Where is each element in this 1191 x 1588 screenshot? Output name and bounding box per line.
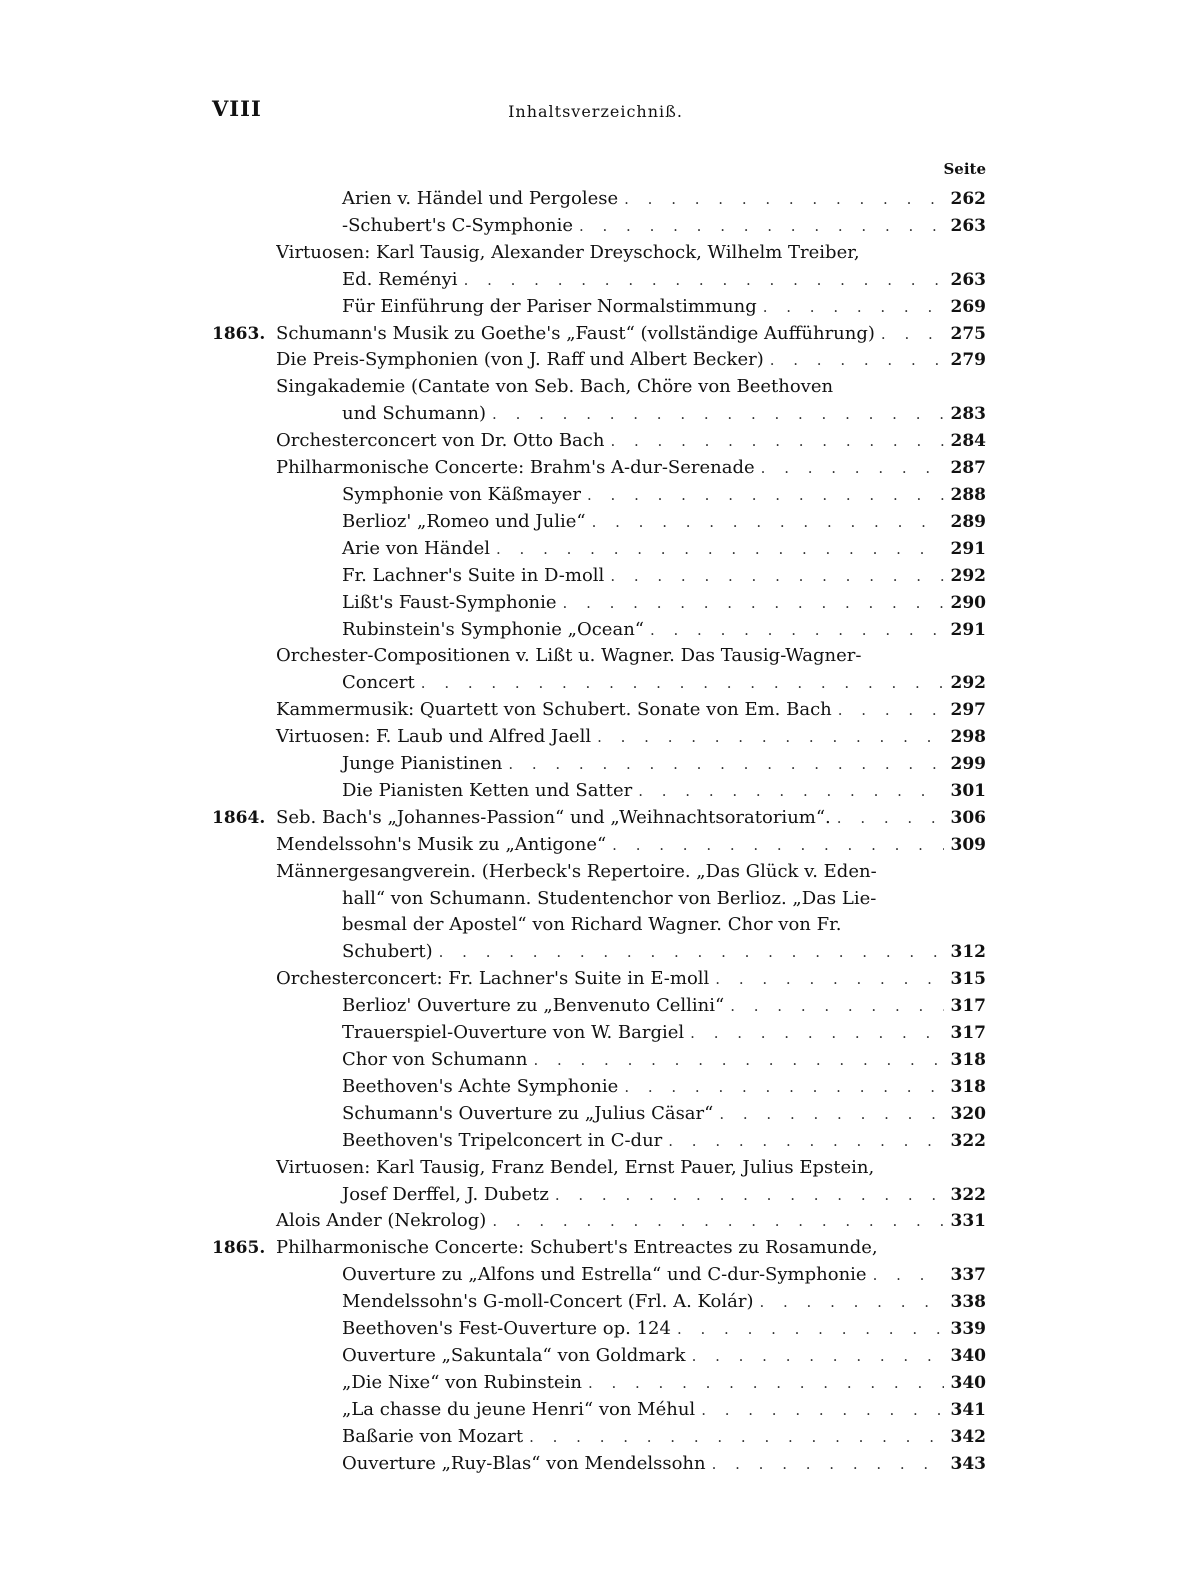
toc-page-number: 317 bbox=[950, 1023, 986, 1044]
dot-leader bbox=[692, 1343, 944, 1370]
toc-page-number: 306 bbox=[950, 807, 986, 828]
dot-leader bbox=[873, 1262, 944, 1289]
toc-entry-title: „La chasse du jeune Henri“ von Méhul bbox=[342, 1398, 696, 1420]
dot-leader bbox=[439, 939, 944, 966]
toc-entry-title: Baßarie von Mozart bbox=[342, 1425, 524, 1447]
toc-entry-line: besmal der Apostel“ von Richard Wagner. Chor von Fr. bbox=[342, 914, 842, 936]
toc-page-number: 292 bbox=[950, 673, 986, 694]
toc-entry-title: Fr. Lachner's Suite in D-moll bbox=[342, 564, 605, 586]
toc-entry bbox=[212, 1155, 986, 1209]
dot-leader bbox=[464, 267, 944, 294]
toc-page-number: 342 bbox=[950, 1426, 986, 1447]
toc-entry bbox=[212, 347, 986, 374]
dot-leader bbox=[610, 428, 944, 455]
toc-entry bbox=[212, 1101, 986, 1128]
toc-entry bbox=[212, 1397, 986, 1424]
toc-entry bbox=[212, 1424, 986, 1451]
toc-page-number: 291 bbox=[950, 538, 986, 559]
toc-page-number: 262 bbox=[950, 189, 986, 209]
toc-page-number: 343 bbox=[950, 1453, 986, 1474]
toc-entry-title: Arien v. Händel und Pergolese bbox=[342, 188, 619, 209]
dot-leader bbox=[592, 509, 944, 536]
toc-page-number: 263 bbox=[950, 269, 986, 290]
dot-leader bbox=[677, 1316, 944, 1343]
dot-leader bbox=[597, 724, 944, 751]
toc-entry bbox=[212, 590, 986, 617]
dot-leader bbox=[759, 1289, 944, 1316]
toc-entry-title: „Die Nixe“ von Rubinstein bbox=[342, 1371, 582, 1393]
toc-entry-title: Orchesterconcert von Dr. Otto Bach bbox=[276, 430, 605, 452]
toc-page-number: 287 bbox=[950, 458, 986, 479]
toc-entry-title: Orchesterconcert: Fr. Lachner's Suite in E-moll bbox=[276, 968, 710, 990]
toc-entry-title: Beethoven's Achte Symphonie bbox=[342, 1075, 619, 1097]
toc-entry-title: Ed. Reményi bbox=[342, 268, 458, 290]
dot-leader bbox=[492, 1208, 944, 1235]
dot-leader bbox=[761, 455, 944, 482]
toc-entry bbox=[212, 697, 986, 724]
toc-entry-line: Virtuosen: Karl Tausig, Alexander Dreyschock, Wilhelm Treiber, bbox=[276, 241, 860, 263]
dot-leader bbox=[881, 321, 944, 348]
toc-entry bbox=[212, 455, 986, 482]
dot-leader bbox=[719, 1101, 944, 1128]
toc-entry bbox=[212, 1235, 986, 1289]
dot-leader bbox=[701, 1397, 944, 1424]
toc-page-number: 340 bbox=[950, 1345, 986, 1366]
toc-entry-line: hall“ von Schumann. Studentenchor von Berlioz. „Das Lie- bbox=[342, 887, 877, 909]
dot-leader bbox=[624, 186, 944, 213]
toc-entry-title: -Schubert's C-Symphonie bbox=[342, 214, 573, 236]
toc-entry-title: Kammermusik: Quartett von Schubert. Sonate von Em. Bach bbox=[276, 699, 832, 721]
toc-page-number: 341 bbox=[950, 1399, 986, 1420]
toc-entry-line: Männergesangverein. (Herbeck's Repertoire. „Das Glück v. Eden- bbox=[276, 860, 877, 882]
toc-entry bbox=[212, 1343, 986, 1370]
dot-leader bbox=[587, 482, 944, 509]
toc-page-number: 318 bbox=[950, 1076, 986, 1097]
page-column-label: Seite bbox=[943, 160, 986, 178]
toc-entry bbox=[212, 509, 986, 536]
toc-entry-title: Junge Pianistinen bbox=[342, 753, 503, 775]
toc-entry-title: Philharmonische Concerte: Brahm's A-dur-Serenade bbox=[276, 457, 755, 479]
dot-leader bbox=[715, 966, 944, 993]
toc-page-number: 269 bbox=[950, 296, 986, 317]
toc-page-number: 279 bbox=[950, 350, 986, 371]
toc-entry-title: Virtuosen: F. Laub und Alfred Jaell bbox=[276, 726, 592, 748]
dot-leader bbox=[712, 1451, 944, 1478]
toc-entry-title: Berlioz' Ouverture zu „Benvenuto Cellini“ bbox=[342, 995, 725, 1017]
toc-entry bbox=[212, 428, 986, 455]
dot-leader bbox=[496, 536, 944, 563]
toc-entry-title: Josef Derffel, J. Dubetz bbox=[342, 1183, 549, 1205]
toc-entry-title: Schumann's Ouverture zu „Julius Cäsar“ bbox=[342, 1102, 714, 1124]
toc-entry-title: Die Preis-Symphonien (von J. Raff und Albert Becker) bbox=[276, 349, 764, 371]
toc-entry bbox=[212, 859, 986, 967]
toc-page-number: 322 bbox=[950, 1184, 986, 1205]
toc-page-number: 338 bbox=[950, 1292, 986, 1313]
toc-entry-title: und Schumann) bbox=[342, 403, 487, 425]
table-of-contents bbox=[212, 186, 986, 1478]
dot-leader bbox=[529, 1424, 944, 1451]
toc-entry-line: Singakademie (Cantate von Seb. Bach, Chöre von Beethoven bbox=[276, 376, 834, 398]
toc-entry-title: Chor von Schumann bbox=[342, 1049, 528, 1070]
page-number: VIII bbox=[212, 96, 262, 121]
toc-entry-title: Rubinstein's Symphonie „Ocean“ bbox=[342, 618, 644, 640]
toc-page-number: 320 bbox=[950, 1103, 986, 1124]
toc-entry-line: Orchester-Compositionen v. Lißt u. Wagner. Das Tausig-Wagner- bbox=[276, 645, 862, 667]
toc-entry-title: Seb. Bach's „Johannes-Passion“ und „Weihnachtsoratorium“. bbox=[276, 806, 831, 828]
dot-leader bbox=[563, 590, 944, 617]
toc-entry bbox=[212, 751, 986, 778]
toc-entry bbox=[212, 1370, 986, 1397]
dot-leader bbox=[838, 697, 944, 724]
toc-entry-title: Mendelssohn's G-moll-Concert (Frl. A. Kolár) bbox=[342, 1291, 754, 1313]
toc-page-number: 312 bbox=[950, 942, 986, 963]
toc-entry bbox=[212, 186, 986, 213]
dot-leader bbox=[588, 1370, 944, 1397]
toc-entry-title: Symphonie von Käßmayer bbox=[342, 483, 581, 505]
dot-leader bbox=[638, 778, 944, 805]
toc-page-number: 309 bbox=[950, 834, 986, 855]
toc-page-number: 318 bbox=[950, 1050, 986, 1070]
toc-page-number: 299 bbox=[950, 754, 986, 775]
toc-entry bbox=[212, 966, 986, 993]
toc-entry-title: Concert bbox=[342, 672, 415, 694]
toc-page-number: 331 bbox=[950, 1211, 986, 1232]
dot-leader bbox=[690, 1020, 944, 1047]
toc-page-number: 297 bbox=[950, 700, 986, 721]
dot-leader bbox=[508, 751, 944, 778]
toc-entry bbox=[212, 724, 986, 751]
toc-entry bbox=[212, 213, 986, 240]
toc-page-number: 317 bbox=[950, 996, 986, 1017]
toc-entry bbox=[212, 482, 986, 509]
toc-entry-title: Ouverture „Ruy-Blas“ von Mendelssohn bbox=[342, 1452, 706, 1474]
dot-leader bbox=[492, 401, 944, 428]
toc-entry bbox=[212, 563, 986, 590]
toc-entry bbox=[212, 832, 986, 859]
toc-page-number: 289 bbox=[950, 511, 986, 532]
toc-entry-title: Arie von Händel bbox=[342, 537, 491, 559]
toc-entry-title: Lißt's Faust-Symphonie bbox=[342, 591, 557, 613]
toc-page-number: 337 bbox=[950, 1265, 986, 1286]
dot-leader bbox=[837, 805, 944, 832]
dot-leader bbox=[763, 294, 944, 321]
dot-leader bbox=[555, 1182, 944, 1209]
toc-page-number: 290 bbox=[950, 592, 986, 613]
dot-leader bbox=[612, 832, 944, 859]
dot-leader bbox=[730, 993, 944, 1020]
toc-page-number: 322 bbox=[950, 1130, 986, 1151]
toc-page-number: 275 bbox=[950, 323, 986, 344]
toc-entry-title: Ouverture „Sakuntala“ von Goldmark bbox=[342, 1344, 686, 1366]
toc-entry bbox=[212, 240, 986, 294]
toc-entry bbox=[212, 1074, 986, 1101]
toc-entry-title: Für Einführung der Pariser Normalstimmung bbox=[342, 295, 757, 317]
running-title: Inhaltsverzeichniß. bbox=[508, 102, 683, 121]
toc-entry bbox=[212, 1208, 986, 1235]
toc-entry-title: Schumann's Musik zu Goethe's „Faust“ (vollständige Aufführung) bbox=[276, 322, 875, 344]
toc-page-number: 291 bbox=[950, 619, 986, 640]
toc-entry-title: Berlioz' „Romeo und Julie“ bbox=[342, 510, 586, 532]
toc-entry bbox=[212, 1316, 986, 1343]
toc-page-number: 339 bbox=[950, 1319, 986, 1340]
toc-page-number: 292 bbox=[950, 565, 986, 586]
toc-entry bbox=[212, 643, 986, 697]
dot-leader bbox=[421, 670, 944, 697]
toc-entry-title: Beethoven's Fest-Ouverture op. 124 bbox=[342, 1318, 671, 1340]
toc-entry-title: Ouverture zu „Alfons und Estrella“ und C-dur-Symphonie bbox=[342, 1264, 867, 1286]
dot-leader bbox=[610, 563, 944, 590]
toc-entry bbox=[212, 993, 986, 1020]
dot-leader bbox=[668, 1128, 944, 1155]
toc-page-number: 284 bbox=[950, 431, 986, 452]
dot-leader bbox=[650, 617, 944, 644]
dot-leader bbox=[533, 1047, 944, 1074]
toc-page-number: 288 bbox=[950, 484, 986, 505]
dot-leader bbox=[624, 1074, 944, 1101]
toc-year: 1865. bbox=[212, 1238, 266, 1259]
dot-leader bbox=[770, 347, 944, 374]
toc-page-number: 283 bbox=[950, 404, 986, 425]
toc-page-number: 340 bbox=[950, 1372, 986, 1393]
toc-entry bbox=[212, 536, 986, 563]
toc-entry-title: Mendelssohn's Musik zu „Antigone“ bbox=[276, 833, 607, 855]
toc-year: 1863. bbox=[212, 323, 266, 344]
toc-entry-title: Beethoven's Tripelconcert in C-dur bbox=[342, 1129, 663, 1151]
toc-entry bbox=[212, 1020, 986, 1047]
toc-entry bbox=[212, 374, 986, 428]
toc-entry bbox=[212, 321, 986, 348]
toc-page-number: 315 bbox=[950, 969, 986, 990]
toc-entry bbox=[212, 778, 986, 805]
toc-entry-line: Virtuosen: Karl Tausig, Franz Bendel, Ernst Pauer, Julius Epstein, bbox=[276, 1156, 875, 1178]
toc-entry bbox=[212, 617, 986, 644]
toc-page-number: 298 bbox=[950, 727, 986, 748]
toc-page-number: 263 bbox=[950, 215, 986, 236]
toc-entry-title: Alois Ander (Nekrolog) bbox=[276, 1210, 487, 1232]
toc-page-number: 301 bbox=[950, 780, 986, 801]
toc-entry bbox=[212, 1289, 986, 1316]
toc-entry bbox=[212, 1128, 986, 1155]
dot-leader bbox=[579, 213, 944, 240]
toc-entry-title: Schubert) bbox=[342, 941, 433, 963]
toc-entry bbox=[212, 805, 986, 832]
toc-year: 1864. bbox=[212, 807, 266, 828]
toc-entry bbox=[212, 294, 986, 321]
toc-entry-title: Trauerspiel-Ouverture von W. Bargiel bbox=[342, 1022, 685, 1044]
toc-entry bbox=[212, 1451, 986, 1478]
toc-entry-title: Die Pianisten Ketten und Satter bbox=[342, 779, 633, 801]
toc-entry-line: Philharmonische Concerte: Schubert's Entreactes zu Rosamunde, bbox=[276, 1237, 878, 1259]
toc-entry bbox=[212, 1047, 986, 1074]
